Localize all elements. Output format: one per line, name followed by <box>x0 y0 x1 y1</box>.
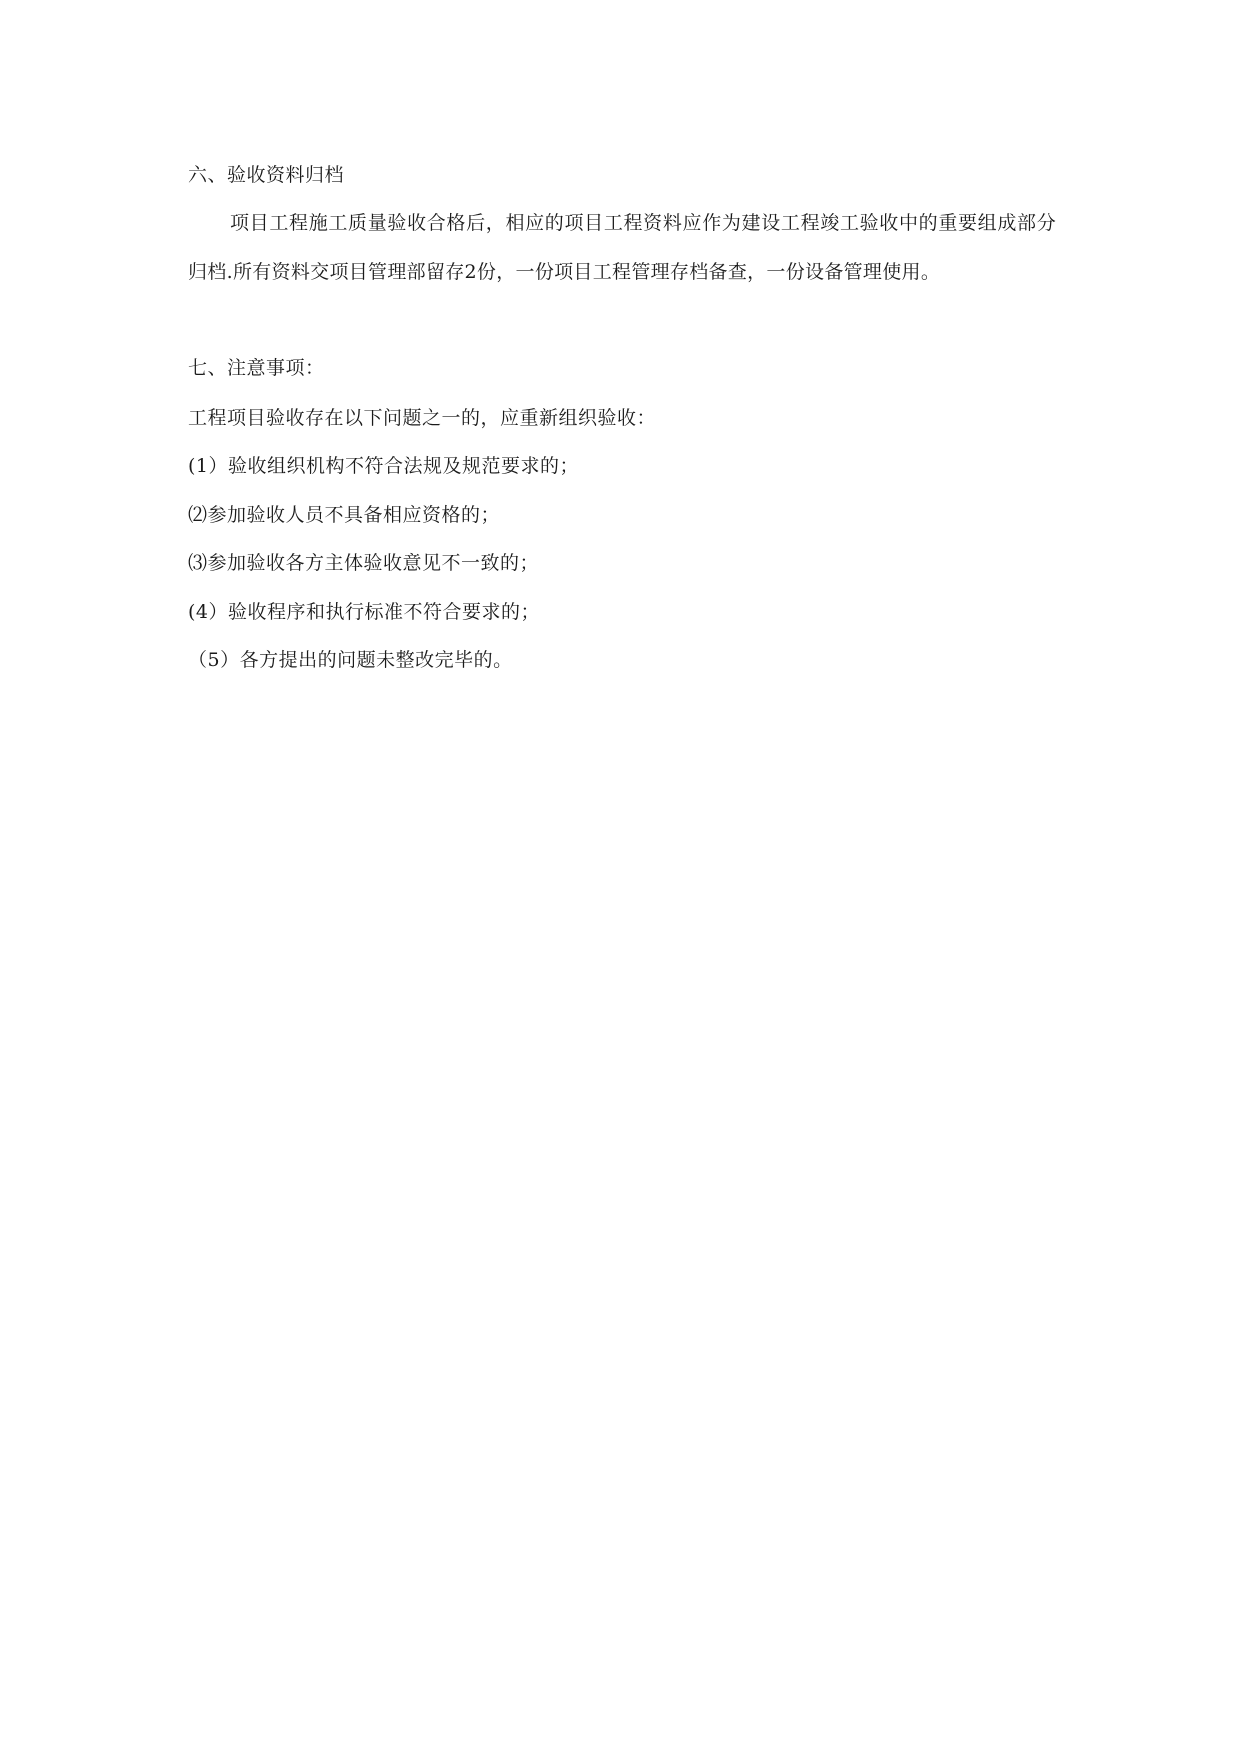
list-item-3: ⑶参加验收各方主体验收意见不一致的； <box>188 552 540 574</box>
list-item-5: （5）各方提出的问题未整改完毕的。 <box>188 649 513 671</box>
section-6-heading: 六、验收资料归档 <box>188 164 345 186</box>
list-item-1: (1）验收组织机构不符合法规及规范要求的； <box>188 455 580 477</box>
list-item-4: (4）验收程序和执行标准不符合要求的； <box>188 601 541 623</box>
section-7-intro: 工程项目验收存在以下问题之一的，应重新组织验收： <box>188 407 657 429</box>
list-item-2: ⑵参加验收人员不具备相应资格的； <box>188 504 501 526</box>
section-7-heading: 七、注意事项： <box>188 357 325 379</box>
section-6-paragraph: 项目工程施工质量验收合格后，相应的项目工程资料应作为建设工程竣工验收中的重要组成部分归档.所有资料交项目管理部留存2份，一份项目工程管理存档备查，一份设备管理使用。 <box>188 212 1056 283</box>
